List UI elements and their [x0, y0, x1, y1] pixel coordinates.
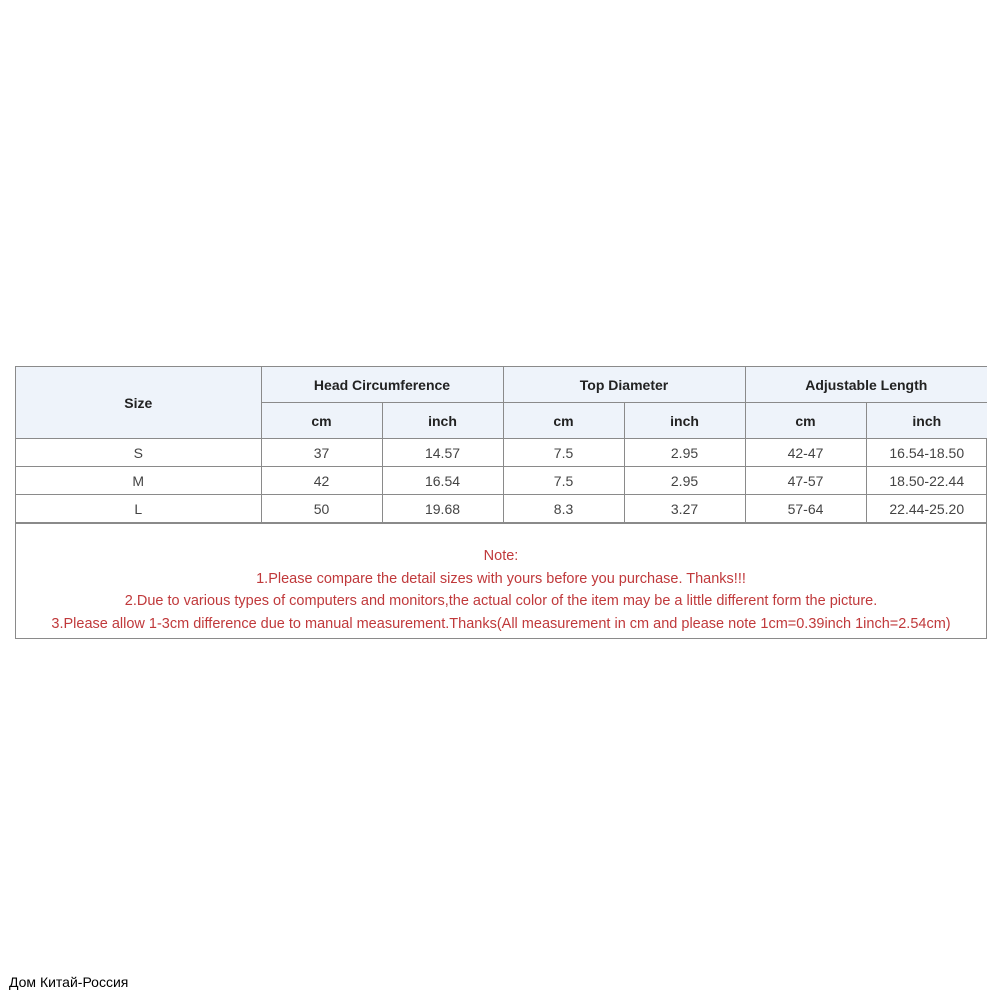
- note-line: 1.Please compare the detail sizes with yours before you purchase. Thanks!!!: [256, 570, 746, 587]
- table-row: [16, 467, 987, 495]
- table-cell: 42-47: [745, 439, 866, 467]
- size-header: Size: [16, 367, 261, 439]
- table-cell: M: [16, 467, 261, 495]
- table-cell: 50: [261, 495, 382, 523]
- table-cell: 22.44-25.20: [866, 495, 987, 523]
- note-line: 2.Due to various types of computers and monitors,the actual color of the item may be a little different form the picture.: [124, 593, 878, 609]
- group-header-row: [16, 367, 987, 403]
- group-header-adjustable-length: Adjustable Length: [745, 367, 987, 403]
- table-cell: 14.57: [382, 439, 503, 467]
- unit-header: cm: [745, 403, 866, 439]
- table-cell: 8.3: [503, 495, 624, 523]
- group-header-head-circumference: Head Circumference: [261, 367, 503, 403]
- unit-header: inch: [866, 403, 987, 439]
- note-line: 3.Please allow 1-3cm difference due to manual measurement.Thanks(All measurement in cm and please note 1cm=0.39inch 1inch=2.54cm): [51, 615, 951, 632]
- unit-header: cm: [261, 403, 382, 439]
- unit-header: cm: [503, 403, 624, 439]
- table-cell: 19.68: [382, 495, 503, 523]
- group-header-top-diameter: Top Diameter: [503, 367, 745, 403]
- table-cell: 2.95: [624, 439, 745, 467]
- table-cell: 47-57: [745, 467, 866, 495]
- footer-watermark: Дом Китай-Россия: [9, 974, 129, 990]
- size-chart: [15, 366, 987, 639]
- unit-header: inch: [382, 403, 503, 439]
- notes-section: [16, 523, 986, 638]
- table-cell: 2.95: [624, 467, 745, 495]
- unit-header: inch: [624, 403, 745, 439]
- table-cell: 37: [261, 439, 382, 467]
- table-row: [16, 439, 987, 467]
- table-cell: 42: [261, 467, 382, 495]
- note-title: Note:: [483, 548, 519, 564]
- table-cell: 18.50-22.44: [866, 467, 987, 495]
- table-cell: 7.5: [503, 439, 624, 467]
- table-cell: 57-64: [745, 495, 866, 523]
- table-row: [16, 495, 987, 523]
- table-cell: S: [16, 439, 261, 467]
- size-table: [16, 367, 987, 523]
- table-cell: L: [16, 495, 261, 523]
- table-cell: 3.27: [624, 495, 745, 523]
- table-cell: 7.5: [503, 467, 624, 495]
- table-cell: 16.54-18.50: [866, 439, 987, 467]
- table-cell: 16.54: [382, 467, 503, 495]
